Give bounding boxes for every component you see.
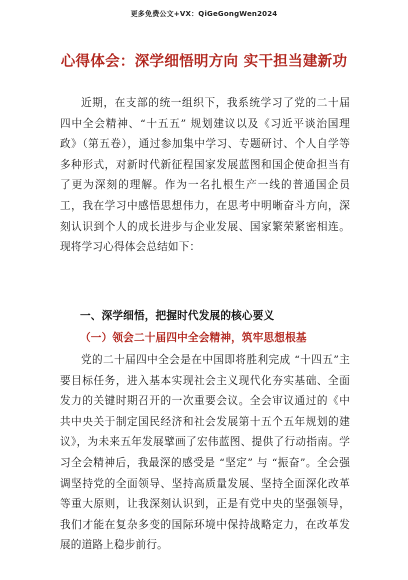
header-watermark: 更多免费公文+VX：QiGeGongWen2024 [130,10,278,18]
intro-paragraph: 近期，在支部的统一组织下，我系统学习了党的二十届四中全会精神、“十五五” 规划建议以及《习近平谈治国理政》（第五卷），通过参加集中学习、专题研讨、个人自学等多种形式，对新时代新征程国家发展蓝图和国企使命担当有了更为深刻的理解。作为一名扎根生产一线的普通国企员工，我在学习中感悟思想伟力，在思考中明晰奋斗方向，深刻认识到个人的成长进步与企业发展、国家繁荣紧密相连。现将学习心得体会总结如下： [60,97,350,254]
document-title: 心得体会：深学细悟明方向 实干担当建新功 [60,54,348,70]
section-heading-1: 一、深学细悟，把握时代发展的核心要义 [80,310,275,322]
body-paragraph: 党的二十届四中全会是在中国即将胜利完成 “十四五”主要目标任务，进入基本实现社会主义现代化夯实基础、全面发力的关键时期召开的一次重要会议。全会审议通过的《中共中央关于制定国民经济和社会发展第十五个五年规划的建议》，为未来五年发展擘画了宏伟蓝图、提供了行动指南。学习全会精神后，我最深的感受是 “坚定” 与 “振奋”。全会强调坚持党的全面领导、坚持高质量发展、坚持全面深化改革等重大原则，让我深刻认识到，正是有党中央的坚强领导，我们才能在复杂多变的国际环境中保持战略定力，在改革发展的道路上稳步前行。 [60,354,350,552]
subsection-heading-1: （一）领会二十届四中全会精神，筑牢思想根基 [80,332,307,344]
